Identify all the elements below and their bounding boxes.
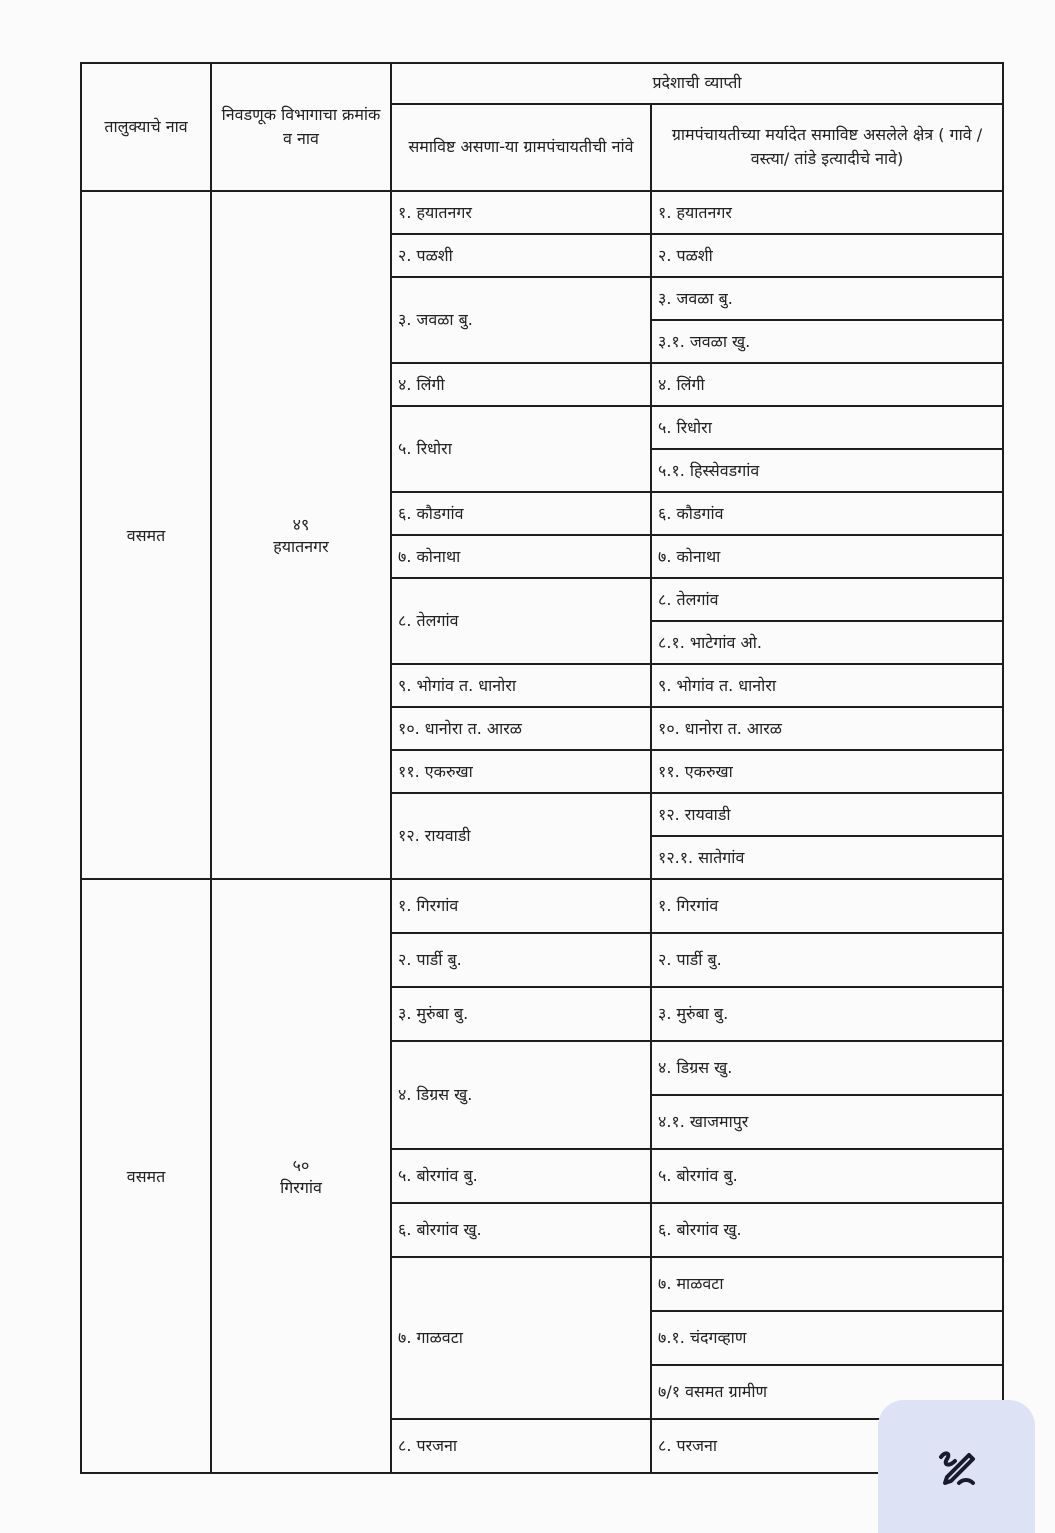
gp-name: २. पळशी: [391, 234, 651, 277]
area-name: ४. डिग्रस खु.: [651, 1041, 1003, 1095]
area-name: ५. बोरगांव बु.: [651, 1149, 1003, 1203]
area-name: ८. तेलगांव: [651, 578, 1003, 621]
taluka-cell: वसमत: [81, 191, 211, 879]
gp-name: ४. डिग्रस खु.: [391, 1041, 651, 1149]
area-name: २. पळशी: [651, 234, 1003, 277]
area-name: १२. रायवाडी: [651, 793, 1003, 836]
gp-name: ७. गाळवटा: [391, 1257, 651, 1419]
edit-fab-button[interactable]: [878, 1400, 1035, 1533]
area-name: २. पार्डी बु.: [651, 933, 1003, 987]
area-name: ७/१ वसमत ग्रामीण: [651, 1365, 1003, 1419]
area-name: ५.१. हिस्सेवडगांव: [651, 449, 1003, 492]
area-name: ११. एकरुखा: [651, 750, 1003, 793]
area-name: ३. जवळा बु.: [651, 277, 1003, 320]
area-name: ६. कौडगांव: [651, 492, 1003, 535]
area-name: १. गिरगांव: [651, 879, 1003, 933]
gp-name: ४. लिंगी: [391, 363, 651, 406]
gp-name: ५. बोरगांव बु.: [391, 1149, 651, 1203]
gp-name: ३. मुरुंबा बु.: [391, 987, 651, 1041]
area-name: १. हयातनगर: [651, 191, 1003, 234]
gp-name: ८. तेलगांव: [391, 578, 651, 664]
gp-name: १२. रायवाडी: [391, 793, 651, 879]
gp-name: ७. कोनाथा: [391, 535, 651, 578]
gp-name: ५. रिधोरा: [391, 406, 651, 492]
header-taluka: तालुक्याचे नाव: [81, 63, 211, 191]
area-name: १२.१. सातेगांव: [651, 836, 1003, 879]
gp-name: ९. भोगांव त. धानोरा: [391, 664, 651, 707]
area-name: ८. परजना: [651, 1419, 1003, 1473]
area-name: ७.१. चंदगव्हाण: [651, 1311, 1003, 1365]
gp-name: ११. एकरुखा: [391, 750, 651, 793]
gp-name: १. गिरगांव: [391, 879, 651, 933]
area-name: ३.१. जवळा खु.: [651, 320, 1003, 363]
gp-name: २. पार्डी बु.: [391, 933, 651, 987]
gp-name: ८. परजना: [391, 1419, 651, 1473]
edit-pen-icon: [929, 1439, 985, 1495]
gp-name: १. हयातनगर: [391, 191, 651, 234]
area-name: ८.१. भाटेगांव ओ.: [651, 621, 1003, 664]
gp-name: ३. जवळा बु.: [391, 277, 651, 363]
area-name: ७. माळवटा: [651, 1257, 1003, 1311]
division-cell: ५० गिरगांव: [211, 879, 391, 1473]
area-name: ६. बोरगांव खु.: [651, 1203, 1003, 1257]
area-name: ४. लिंगी: [651, 363, 1003, 406]
header-gp-names: समाविष्ट असणा-या ग्रामपंचायतीची नांवे: [391, 104, 651, 191]
gp-name: ६. कौडगांव: [391, 492, 651, 535]
area-name: १०. धानोरा त. आरळ: [651, 707, 1003, 750]
area-name: ४.१. खाजमापुर: [651, 1095, 1003, 1149]
gp-name: १०. धानोरा त. आरळ: [391, 707, 651, 750]
area-name: ७. कोनाथा: [651, 535, 1003, 578]
section-girgaon: [81, 879, 1003, 1473]
section-hayatnagar: [81, 191, 1003, 879]
gp-name: ६. बोरगांव खु.: [391, 1203, 651, 1257]
ward-extent-table: [80, 62, 1004, 1474]
header-area: ग्रामपंचायतीच्या मर्यादेत समाविष्ट असलेले क्षेत्र ( गावे / वस्त्या/ तांडे इत्यादीचे नावे): [651, 104, 1003, 191]
header-extent: प्रदेशाची व्याप्ती: [391, 63, 1003, 104]
area-name: ९. भोगांव त. धानोरा: [651, 664, 1003, 707]
taluka-cell: वसमत: [81, 879, 211, 1473]
area-name: ५. रिधोरा: [651, 406, 1003, 449]
division-cell: ४९ हयातनगर: [211, 191, 391, 879]
area-name: ३. मुरुंबा बु.: [651, 987, 1003, 1041]
header-division: निवडणूक विभागाचा क्रमांक व नाव: [211, 63, 391, 191]
